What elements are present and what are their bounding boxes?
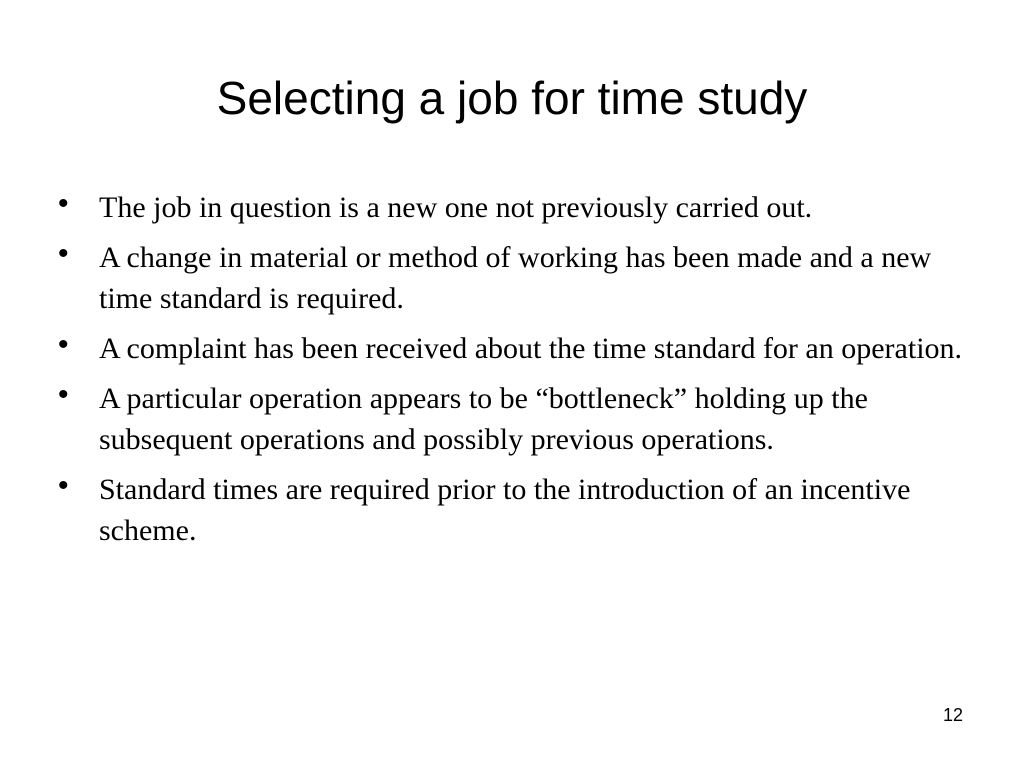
bullet-item — [56, 187, 976, 228]
bullet-icon: • — [58, 469, 69, 502]
bullet-text: Standard times are required prior to the introduction of an incentive scheme. — [99, 473, 911, 547]
bullet-text: The job in question is a new one not previously carried out. — [99, 191, 813, 224]
bullet-item — [56, 328, 976, 369]
bullet-item — [56, 378, 976, 460]
bullet-text: A complaint has been received about the time standard for an operation. — [99, 332, 963, 365]
bullet-icon: • — [58, 328, 69, 361]
bullet-item — [56, 237, 976, 319]
page-number: 12 — [942, 705, 963, 725]
slide-title: Selecting a job for time study — [216, 72, 808, 124]
bullet-item — [56, 469, 976, 551]
bullet-icon: • — [58, 187, 69, 220]
bullet-text: A particular operation appears to be “bottleneck” holding up the subsequent operations and possibly previous operations. — [99, 382, 868, 456]
bullet-icon: • — [58, 237, 69, 270]
bullet-list — [56, 187, 976, 560]
bullet-icon: • — [58, 378, 69, 411]
bullet-text: A change in material or method of working has been made and a new time standard is required. — [99, 241, 932, 315]
